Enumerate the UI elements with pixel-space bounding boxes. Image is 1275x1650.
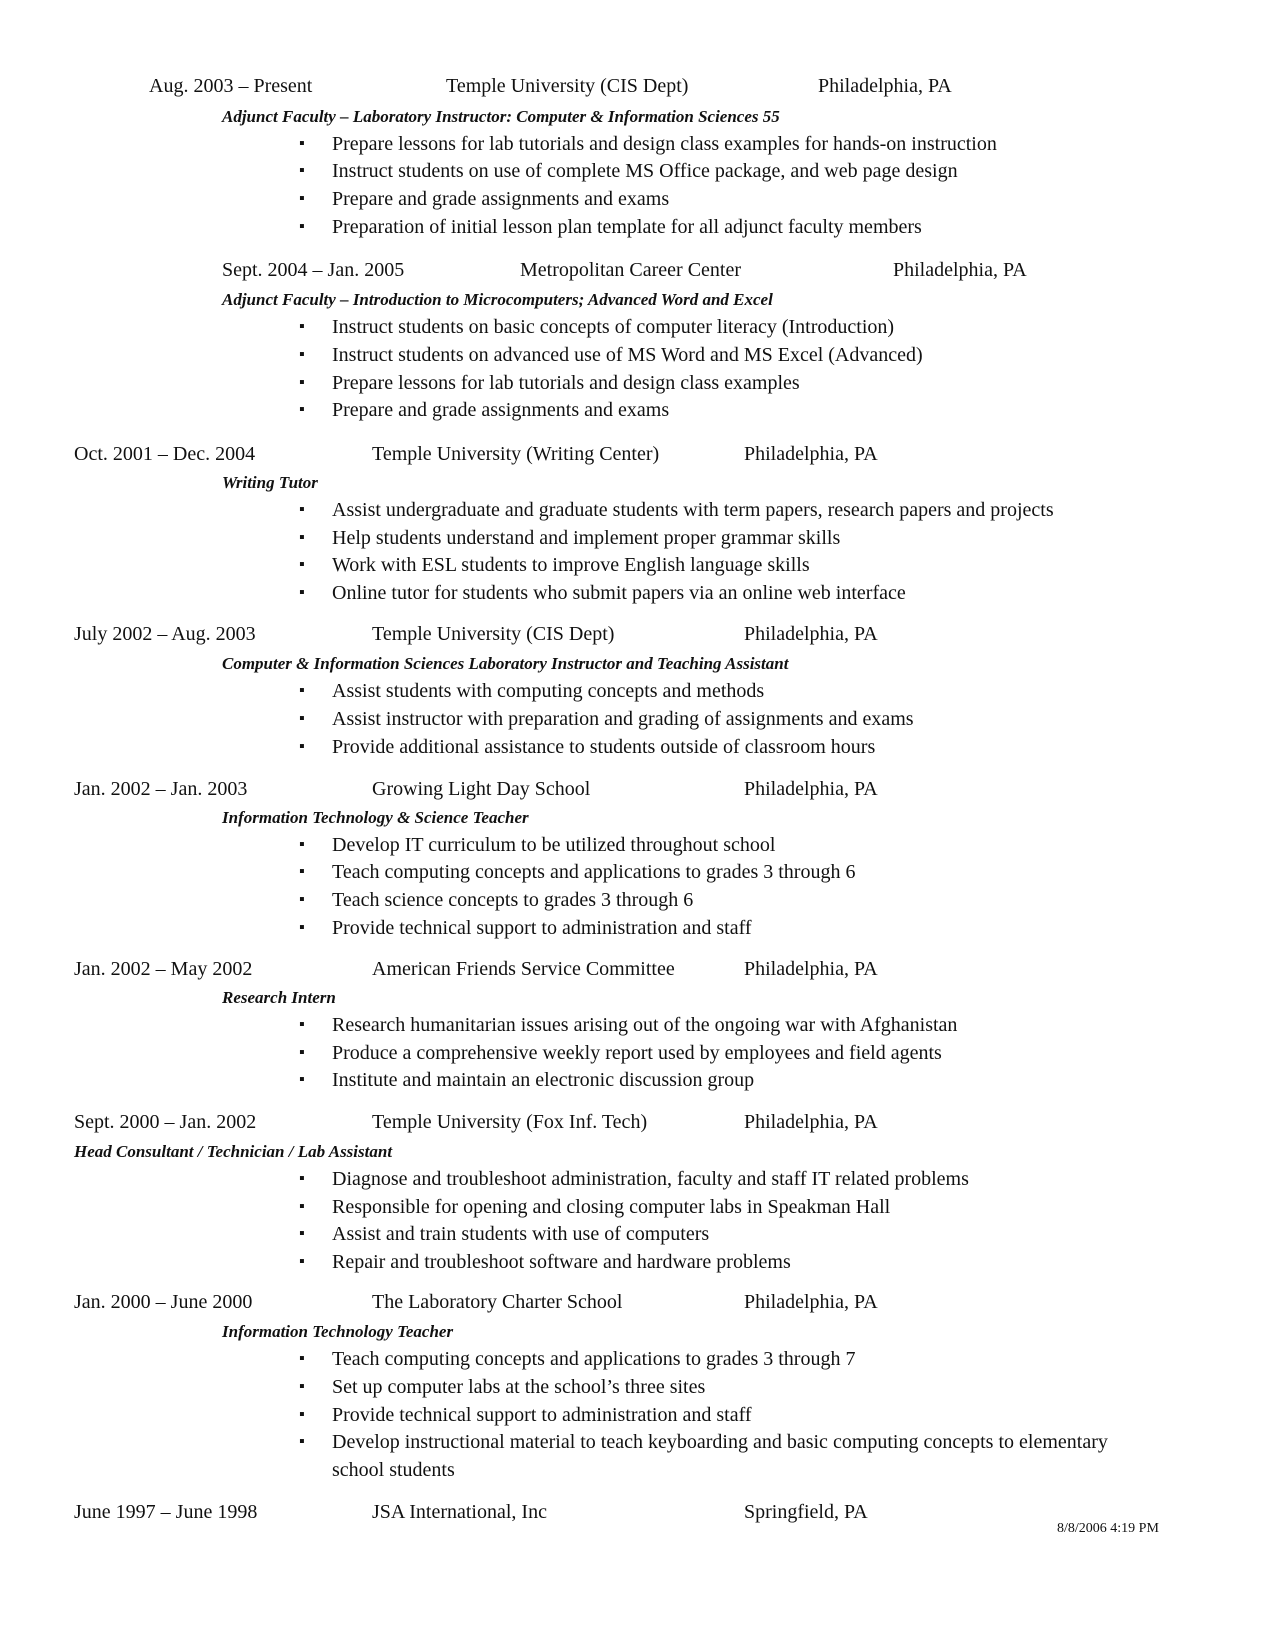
list-item: ▪ Assist and train students with use of computers	[299, 1223, 710, 1245]
list-item: ▪ Assist instructor with preparation and grading of assignments and exams	[299, 708, 914, 730]
job-dates: Jan. 2002 – May 2002	[74, 958, 253, 980]
list-item: ▪ Provide additional assistance to students outside of classroom hours	[299, 736, 876, 758]
list-item: ▪ Produce a comprehensive weekly report used by employees and field agents	[299, 1042, 942, 1064]
job-organization: American Friends Service Committee	[372, 958, 675, 980]
job-dates: June 1997 – June 1998	[74, 1501, 258, 1523]
job-dates: Jan. 2002 – Jan. 2003	[74, 778, 248, 800]
job-title: Head Consultant / Technician / Lab Assistant	[74, 1142, 393, 1161]
job-location: Philadelphia, PA	[744, 1291, 878, 1313]
list-item: ▪ Prepare and grade assignments and exams	[299, 399, 670, 421]
list-item: ▪ Assist undergraduate and graduate students with term papers, research papers and projects	[299, 499, 1054, 521]
job-organization: Temple University (Writing Center)	[372, 443, 660, 465]
job-location: Philadelphia, PA	[818, 75, 952, 97]
list-item: ▪ Repair and troubleshoot software and hardware problems	[299, 1251, 791, 1273]
list-item: ▪ Prepare lessons for lab tutorials and design class examples	[299, 372, 800, 394]
job-organization: The Laboratory Charter School	[372, 1291, 623, 1313]
job-organization: Temple University (CIS Dept)	[446, 75, 689, 97]
job-organization: JSA International, Inc	[372, 1501, 547, 1523]
job-dates: July 2002 – Aug. 2003	[74, 623, 256, 645]
list-item: ▪ Instruct students on basic concepts of computer literacy (Introduction)	[299, 316, 895, 338]
list-item: ▪ Responsible for opening and closing computer labs in Speakman Hall	[299, 1196, 891, 1218]
job-location: Philadelphia, PA	[744, 778, 878, 800]
list-item: ▪ Diagnose and troubleshoot administration, faculty and staff IT related problems	[299, 1168, 969, 1190]
job-dates: Aug. 2003 – Present	[149, 75, 313, 97]
job-location: Springfield, PA	[744, 1501, 868, 1523]
job-organization: Metropolitan Career Center	[520, 259, 742, 281]
list-item: ▪ Develop instructional material to teach keyboarding and basic computing concepts to elementary	[299, 1431, 1108, 1453]
list-item: ▪ Prepare lessons for lab tutorials and design class examples for hands-on instruction	[299, 133, 997, 155]
list-item: ▪ Prepare and grade assignments and exams	[299, 188, 670, 210]
list-item: ▪ Provide technical support to administration and staff	[299, 917, 752, 939]
footer-timestamp: 8/8/2006 4:19 PM	[1057, 1521, 1159, 1536]
list-item: ▪ Instruct students on use of complete MS Office package, and web page design	[299, 160, 958, 182]
list-item: ▪ Institute and maintain an electronic discussion group	[299, 1069, 755, 1091]
list-item: ▪ Teach computing concepts and applications to grades 3 through 6	[299, 861, 856, 883]
job-dates: Oct. 2001 – Dec. 2004	[74, 443, 256, 465]
job-location: Philadelphia, PA	[744, 1111, 878, 1133]
list-item: ▪ Online tutor for students who submit papers via an online web interface	[299, 582, 906, 604]
job-location: Philadelphia, PA	[744, 443, 878, 465]
job-title: Information Technology Teacher	[222, 1322, 454, 1341]
job-location: Philadelphia, PA	[744, 958, 878, 980]
list-item: ▪ Research humanitarian issues arising out of the ongoing war with Afghanistan	[299, 1014, 958, 1036]
job-dates: Sept. 2004 – Jan. 2005	[222, 259, 405, 281]
job-organization: Temple University (Fox Inf. Tech)	[372, 1111, 648, 1133]
job-dates: Jan. 2000 – June 2000	[74, 1291, 253, 1313]
job-organization: Temple University (CIS Dept)	[372, 623, 615, 645]
list-item: ▪ Assist students with computing concepts and methods	[299, 680, 765, 702]
list-item: ▪ Instruct students on advanced use of MS Word and MS Excel (Advanced)	[299, 344, 923, 366]
list-item-continuation: school students	[332, 1459, 455, 1481]
list-item: ▪ Provide technical support to administration and staff	[299, 1404, 752, 1426]
list-item: ▪ Preparation of initial lesson plan template for all adjunct faculty members	[299, 216, 922, 238]
job-title: Information Technology & Science Teacher	[222, 808, 529, 827]
list-item: ▪ Develop IT curriculum to be utilized throughout school	[299, 834, 776, 856]
list-item: ▪ Help students understand and implement proper grammar skills	[299, 527, 841, 549]
job-title: Writing Tutor	[222, 473, 318, 492]
job-title: Research Intern	[222, 988, 336, 1007]
list-item: ▪ Teach computing concepts and applications to grades 3 through 7	[299, 1348, 856, 1370]
job-title: Adjunct Faculty – Laboratory Instructor: Computer & Information Sciences 55	[222, 107, 780, 126]
job-organization: Growing Light Day School	[372, 778, 591, 800]
list-item: ▪ Work with ESL students to improve English language skills	[299, 554, 810, 576]
job-title: Adjunct Faculty – Introduction to Microcomputers; Advanced Word and Excel	[222, 290, 773, 309]
job-location: Philadelphia, PA	[744, 623, 878, 645]
list-item: ▪ Set up computer labs at the school’s three sites	[299, 1376, 706, 1398]
list-item: ▪ Teach science concepts to grades 3 through 6	[299, 889, 694, 911]
job-title: Computer & Information Sciences Laboratory Instructor and Teaching Assistant	[222, 654, 789, 673]
job-location: Philadelphia, PA	[893, 259, 1027, 281]
job-dates: Sept. 2000 – Jan. 2002	[74, 1111, 257, 1133]
